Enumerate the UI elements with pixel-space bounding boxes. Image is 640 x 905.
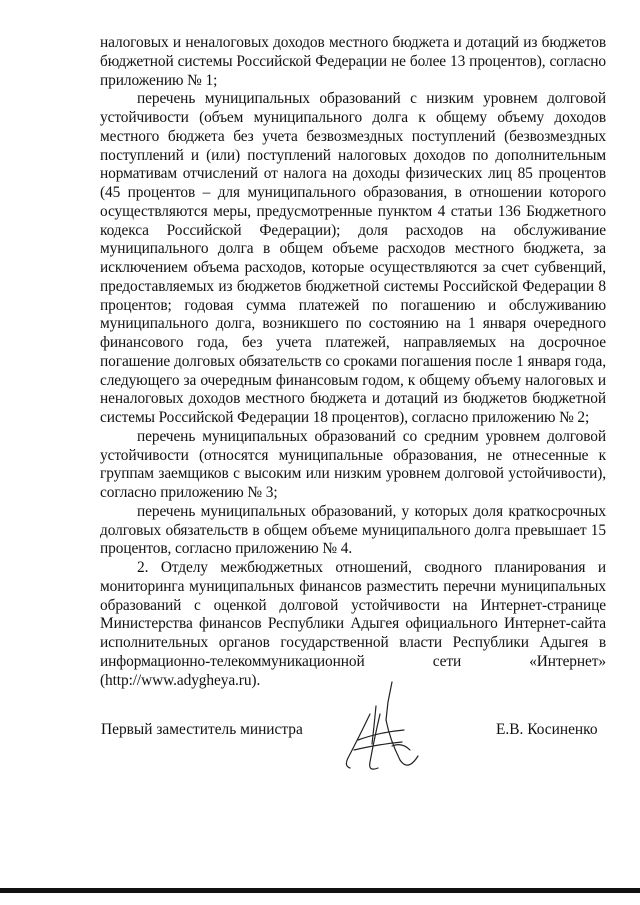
bottom-rule-divider	[0, 888, 640, 893]
paragraph-continuation: налоговых и неналоговых доходов местного бюджета и дотаций из бюджетов бюджетной системы Российской Федерации не более 13 процентов), согласно приложению № 1;	[100, 34, 606, 89]
paragraph-medium-stability-list: перечень муниципальных образований со средним уровнем долговой устойчивости (относятся муниципальные образования, не отнесенные к группам заемщиков с высоким или низким уровнем долговой устойчивости), согласно приложению № 3;	[100, 427, 606, 501]
paragraph-low-stability-list: перечень муниципальных образований с низким уровнем долговой устойчивости (объем муниципального долга к общему объему доходов местного бюджета без учета безвозмездных поступлений (безвозмездных поступлений и (или) поступлений налоговых доходов по дополнительным нормативам отчислений от налога на доходы физических лиц 85 процентов (45 процентов – для муниципального образования, в отношении которого осуществляются меры, предусмотренные пунктом 4 статьи 136 Бюджетного кодекса Российской Федерации); доля расходов на обслуживание муниципального долга в общем объеме расходов местного бюджета, за исключением объема расходов, которые осуществляются за счет субвенций, предоставляемых из бюджетов бюджетной системы Российской Федерации 8 процентов; годовая сумма платежей по погашению и обслуживанию муниципального долга, возникшего по состоянию на 1 января очередного финансового года, без учета платежей, направляемых на досрочное погашение долговых обязательств со сроками погашения после 1 января года, следующего за очередным финансовым годом, к общему объему налоговых и неналоговых доходов местного бюджета и дотаций из бюджетов бюджетной системы Российской Федерации 18 процентов), согласно приложению № 2;	[100, 90, 606, 426]
document-body	[100, 34, 606, 690]
paragraph-short-term-debt-list: перечень муниципальных образований, у которых доля краткосрочных долговых обязательств в общем объеме муниципального долга превышает 15 процентов, согласно приложению № 4.	[100, 502, 606, 558]
paragraph-publication-order: 2. Отделу межбюджетных отношений, сводного планирования и мониторинга муниципальных финансов разместить перечни муниципальных образований с оценкой долговой устойчивости на Интернет-странице Министерства финансов Республики Адыгея официального Интернет-сайта исполнительных органов государственной власти Республики Адыгея в информационно-телекоммуникационной сети «Интернет» (http://www.adygheya.ru).	[100, 559, 606, 689]
signer-name: Е.В. Косиненко	[496, 721, 598, 738]
signer-position-title: Первый заместитель министра	[101, 721, 303, 738]
handwritten-signature	[330, 680, 430, 780]
